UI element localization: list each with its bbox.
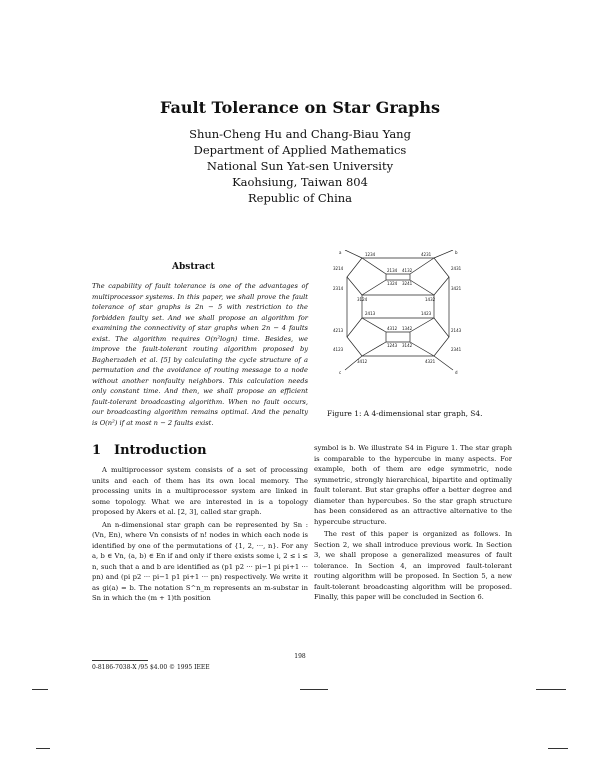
author-names: Shun-Cheng Hu and Chang-Biau Yang — [189, 127, 411, 141]
author-city: Kaohsiung, Taiwan 804 — [232, 175, 368, 189]
node-label: 1243 — [387, 343, 398, 348]
abstract-text: The capability of fault tolerance is one of the advantages of multiprocessor systems. In this paper, we shall prove the fault tolerance of star graphs is 2n − 5 with restriction to the forbidden faulty set. And we shall propose an algorithm for examining the connectivity of star graphs when 2n − 4 faults exist. The algorithm requires O(n²logn) time. Besides, we improve the fault-tolerant routing algorithm proposed by Bagherzadeh et al. [5] by calculating the cycle structure of a permutation and the avoidance of routing message to a node without another nonfaulty neighbors. This calculation needs only constant time. And then, we shall propose an efficient fault-tolerant broadcasting algorithm. When no fault occurs, our broadcasting algorithm remains optimal. And the penalty is O(n²) if at most n − 2 faults exist. — [92, 282, 308, 427]
author-country: Republic of China — [247, 191, 353, 205]
node-label: 4312 — [387, 326, 398, 331]
scan-mark — [536, 689, 566, 690]
section-heading-introduction — [92, 443, 207, 458]
node-label: 4123 — [333, 347, 344, 352]
intro-paragraph-3: symbol is b. We illustrate S4 in Figure 1. The star graph is comparable to the hypercube in many aspects. For example, both of them are edge symmetric, node symmetric, strongly hierarchical, bipartite and optimally fault tolerant. But star graphs offer a better degree and diameter than hypercubes. So the star graph structure has been considered as an attractive alternative to the hypercube structure. — [314, 444, 512, 526]
intro-paragraph-2: An n-dimensional star graph can be represented by Sn : (Vn, En), where Vn consists of n! nodes in which each node is identified by one of the permutations of {1, 2, ···, n}. For any a, b ∈ Vn, (a, b) ∈ En if and only if there exists some i, 2 ≤ i ≤ n, such that a and b are identified as (p1 p2 ··· pi−1 pi pi+1 ··· pn) and (pi p2 ··· pi−1 p1 pi+1 ··· pn) respectively. We write it as gi(a) = b. The notation S^n_m represents an m-substar in Sn in which the (m + 1)th position — [92, 520, 308, 602]
node-label: d — [455, 370, 458, 375]
node-label: 4231 — [421, 252, 432, 257]
intro-paragraph-4: The rest of this paper is organized as follows. In Section 2, we shall introduce previous work. In Section 3, we shall propose a generalized measures of fault tolerance. In Section 4, an improved fault-tolerant routing algorithm will be proposed. In Section 5, a new fault-tolerant broadcasting algorithm will be proposed. Finally, this paper will be concluded in Section 6. — [314, 530, 512, 601]
node-label: 3421 — [451, 286, 462, 291]
star-graph-figure — [325, 250, 505, 398]
node-label: 1432 — [425, 297, 436, 302]
node-label: 3124 — [357, 297, 368, 302]
abstract-heading: Abstract — [172, 262, 215, 272]
paper-title: Fault Tolerance on Star Graphs — [160, 98, 440, 117]
node-label: 1423 — [421, 311, 432, 316]
node-label: 2431 — [451, 266, 462, 271]
scan-mark — [548, 748, 568, 749]
section-title: Introduction — [114, 443, 207, 458]
node-label: 1234 — [365, 252, 376, 257]
node-label: 1342 — [402, 326, 413, 331]
scan-mark — [32, 689, 48, 690]
node-label: c — [339, 370, 342, 375]
node-label: 3412 — [357, 359, 368, 364]
right-column — [314, 443, 512, 605]
footnote-rule — [92, 660, 148, 661]
author-department: Department of Applied Mathematics — [193, 143, 407, 157]
node-label: 2134 — [387, 268, 398, 273]
node-label: a — [339, 250, 342, 255]
author-university: National Sun Yat-sen University — [206, 159, 394, 173]
scan-mark — [300, 689, 328, 690]
intro-paragraph-1: A multiprocessor system consists of a set of processing units and each of them has its own local memory. The processing units in a multiprocessor system are linked in some topology. What we are interested in is a topology proposed by Akers et al. [2, 3], called star graph. — [92, 466, 308, 516]
section-number: 1 — [92, 443, 102, 458]
author-block — [0, 126, 600, 206]
node-label: b — [455, 250, 458, 255]
copyright-footer: 0-8186-7038-X /95 $4.00 © 1995 IEEE — [92, 664, 210, 671]
node-label: 2341 — [451, 347, 462, 352]
node-label: 4321 — [425, 359, 436, 364]
node-label: 3214 — [333, 266, 344, 271]
node-label: 4213 — [333, 328, 344, 333]
node-label: 2413 — [365, 311, 376, 316]
left-column — [92, 465, 308, 606]
scan-mark — [36, 748, 50, 749]
page-number: 198 — [294, 653, 306, 660]
node-label: 2143 — [451, 328, 462, 333]
node-label: 3241 — [402, 281, 413, 286]
node-label: 4132 — [402, 268, 413, 273]
node-label: 3142 — [402, 343, 413, 348]
node-label: 2314 — [333, 286, 344, 291]
node-label: 1324 — [387, 281, 398, 286]
figure-caption: Figure 1: A 4-dimensional star graph, S4. — [327, 409, 483, 418]
